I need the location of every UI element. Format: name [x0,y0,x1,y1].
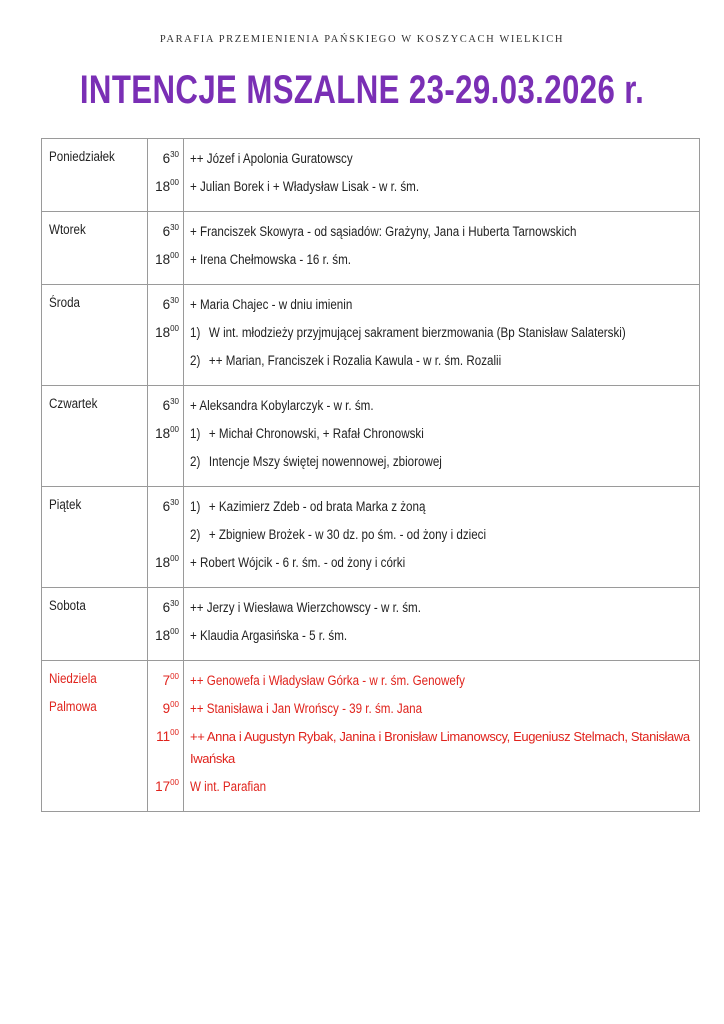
intention-line [184,221,699,249]
day-name: Sobota [49,598,86,613]
intention-text: + Franciszek Skowyra - od sąsiadów: Grażyny, Jana i Huberta Tarnowskich [190,224,577,239]
mass-hour: 18 [155,555,171,570]
mass-minutes: 00 [170,627,179,636]
day-name: Piątek [49,497,82,512]
mass-hour: 18 [155,252,171,267]
day-name-cell [42,386,148,487]
intention-text: Intencje Mszy świętej nowennowej, zbiorowej [208,454,442,469]
day-row [42,139,700,212]
mass-times-cell [148,487,184,588]
intention-text: + Zbigniew Brożek - w 30 dz. po śm. - od żony i dzieci [208,527,487,542]
mass-minutes: 00 [170,178,179,187]
intention-line [184,395,699,423]
intention-line [184,176,699,204]
mass-hour: 11 [156,729,171,744]
intention-text: W int. Parafian [190,779,267,794]
day-name-cell [42,588,148,661]
intention-number: 2) [190,454,201,469]
intention-number: 2) [190,527,201,542]
mass-minutes: 00 [170,672,179,681]
day-row [42,285,700,386]
intentions-table [41,138,700,812]
parish-name: PARAFIA PRZEMIENIENIA PAŃSKIEGO W KOSZYCACH WIELKICH [159,34,565,45]
mass-minutes: 00 [170,778,179,787]
mass-minutes: 00 [170,700,179,709]
intention-line [184,249,699,277]
mass-time [148,423,183,451]
intention-text: + Julian Borek i + Władysław Lisak - w r. śm. [190,179,420,194]
intentions-cell [184,487,700,588]
day-name: Czwartek [49,396,98,411]
mass-times-cell [148,661,184,812]
intentions-cell [184,386,700,487]
day-row [42,487,700,588]
intention-line [184,294,699,322]
intention-text: + Aleksandra Kobylarczyk - w r. śm. [190,398,374,413]
mass-hour: 6 [162,600,171,615]
intention-line [184,625,699,653]
day-row [42,661,700,812]
mass-hour: 18 [155,628,171,643]
intention-line [184,451,699,479]
mass-time [148,670,183,698]
day-name-cell [42,139,148,212]
mass-minutes: 30 [170,498,179,507]
intention-line [184,350,699,378]
mass-hour: 9 [162,701,171,716]
day-name-cell [42,661,148,812]
mass-times-cell [148,285,184,386]
mass-minutes: 00 [170,251,179,260]
intention-text: ++ Jerzy i Wiesława Wierzchowscy - w r. śm. [190,600,421,615]
intention-line [184,423,699,451]
mass-times-cell [148,212,184,285]
mass-time [148,350,183,378]
day-name-cell [42,212,148,285]
intention-line [184,524,699,552]
mass-minutes: 00 [170,324,179,333]
intention-text: ++ Józef i Apolonia Guratowscy [190,151,353,166]
mass-hour: 18 [155,325,171,340]
intention-number: 1) [190,325,201,340]
mass-time [148,148,183,176]
mass-hour: 6 [162,398,171,413]
intention-text: + Maria Chajec - w dniu imienin [190,297,353,312]
intention-text: ++ Marian, Franciszek i Rozalia Kawula - w r. śm. Rozalii [208,353,502,368]
mass-minutes: 00 [170,728,179,737]
day-row [42,386,700,487]
mass-time [148,552,183,580]
intentions-cell [184,588,700,661]
intention-line [184,148,699,176]
mass-time [148,776,183,804]
mass-minutes: 30 [170,150,179,159]
mass-time [148,294,183,322]
day-name: Palmowa [49,699,97,714]
intention-text: + Klaudia Argasińska - 5 r. śm. [190,628,348,643]
mass-hour: 18 [155,426,171,441]
mass-hour: 6 [162,297,171,312]
intention-line [184,726,699,776]
day-name-cell [42,487,148,588]
intention-line [184,322,699,350]
mass-minutes: 00 [170,425,179,434]
day-name: Niedziela [49,671,97,686]
intention-line [184,698,699,726]
mass-times-cell [148,139,184,212]
mass-time [148,698,183,726]
day-row [42,212,700,285]
mass-minutes: 00 [170,554,179,563]
mass-hour: 7 [162,673,171,688]
mass-minutes: 30 [170,599,179,608]
intentions-cell [184,212,700,285]
mass-time [148,625,183,653]
mass-time [148,524,183,552]
mass-times-cell [148,588,184,661]
intention-text: + Michał Chronowski, + Rafał Chronowski [208,426,424,441]
mass-hour: 6 [162,224,171,239]
mass-time [148,322,183,350]
day-name: Środa [49,295,80,310]
mass-hour: 18 [155,179,171,194]
mass-hour: 6 [162,151,171,166]
intention-number: 2) [190,353,201,368]
day-name: Wtorek [49,222,86,237]
intention-line [184,670,699,698]
mass-times-cell [148,386,184,487]
intention-text: ++ Stanisława i Jan Wrońscy - 39 r. śm. Jana [190,701,423,716]
intention-number: 1) [190,426,201,441]
mass-time [148,597,183,625]
mass-time [148,221,183,249]
intention-text: ++ Genowefa i Władysław Górka - w r. śm. Genowefy [190,673,465,688]
intention-text: + Irena Chełmowska - 16 r. śm. [190,252,351,267]
intention-line [184,496,699,524]
mass-time [148,496,183,524]
day-name-cell [42,285,148,386]
intention-text: + Robert Wójcik - 6 r. śm. - od żony i córki [190,555,406,570]
day-name: Poniedziałek [49,149,115,164]
mass-minutes: 30 [170,223,179,232]
intention-text: ++ Anna i Augustyn Rybak, Janina i Bronisław Limanowscy, Eugeniusz Stelmach, Stanisława Iwańska [190,729,690,766]
intention-line [184,776,699,804]
intentions-cell [184,139,700,212]
mass-minutes: 30 [170,397,179,406]
mass-hour: 17 [155,779,171,794]
day-row [42,588,700,661]
intention-line [184,552,699,580]
mass-time [148,176,183,204]
intention-number: 1) [190,499,201,514]
intentions-cell [184,661,700,812]
mass-hour: 6 [162,499,171,514]
page-title: INTENCJE MSZALNE 23-29.03.2026 r. [79,68,645,112]
mass-minutes: 30 [170,296,179,305]
mass-time [148,395,183,423]
intention-line [184,597,699,625]
intention-text: + Kazimierz Zdeb - od brata Marka z żoną [208,499,426,514]
intentions-cell [184,285,700,386]
mass-time [148,249,183,277]
mass-time [148,451,183,479]
intention-text: W int. młodzieży przyjmującej sakrament bierzmowania (Bp Stanisław Salaterski) [208,325,626,340]
mass-time [148,726,183,776]
